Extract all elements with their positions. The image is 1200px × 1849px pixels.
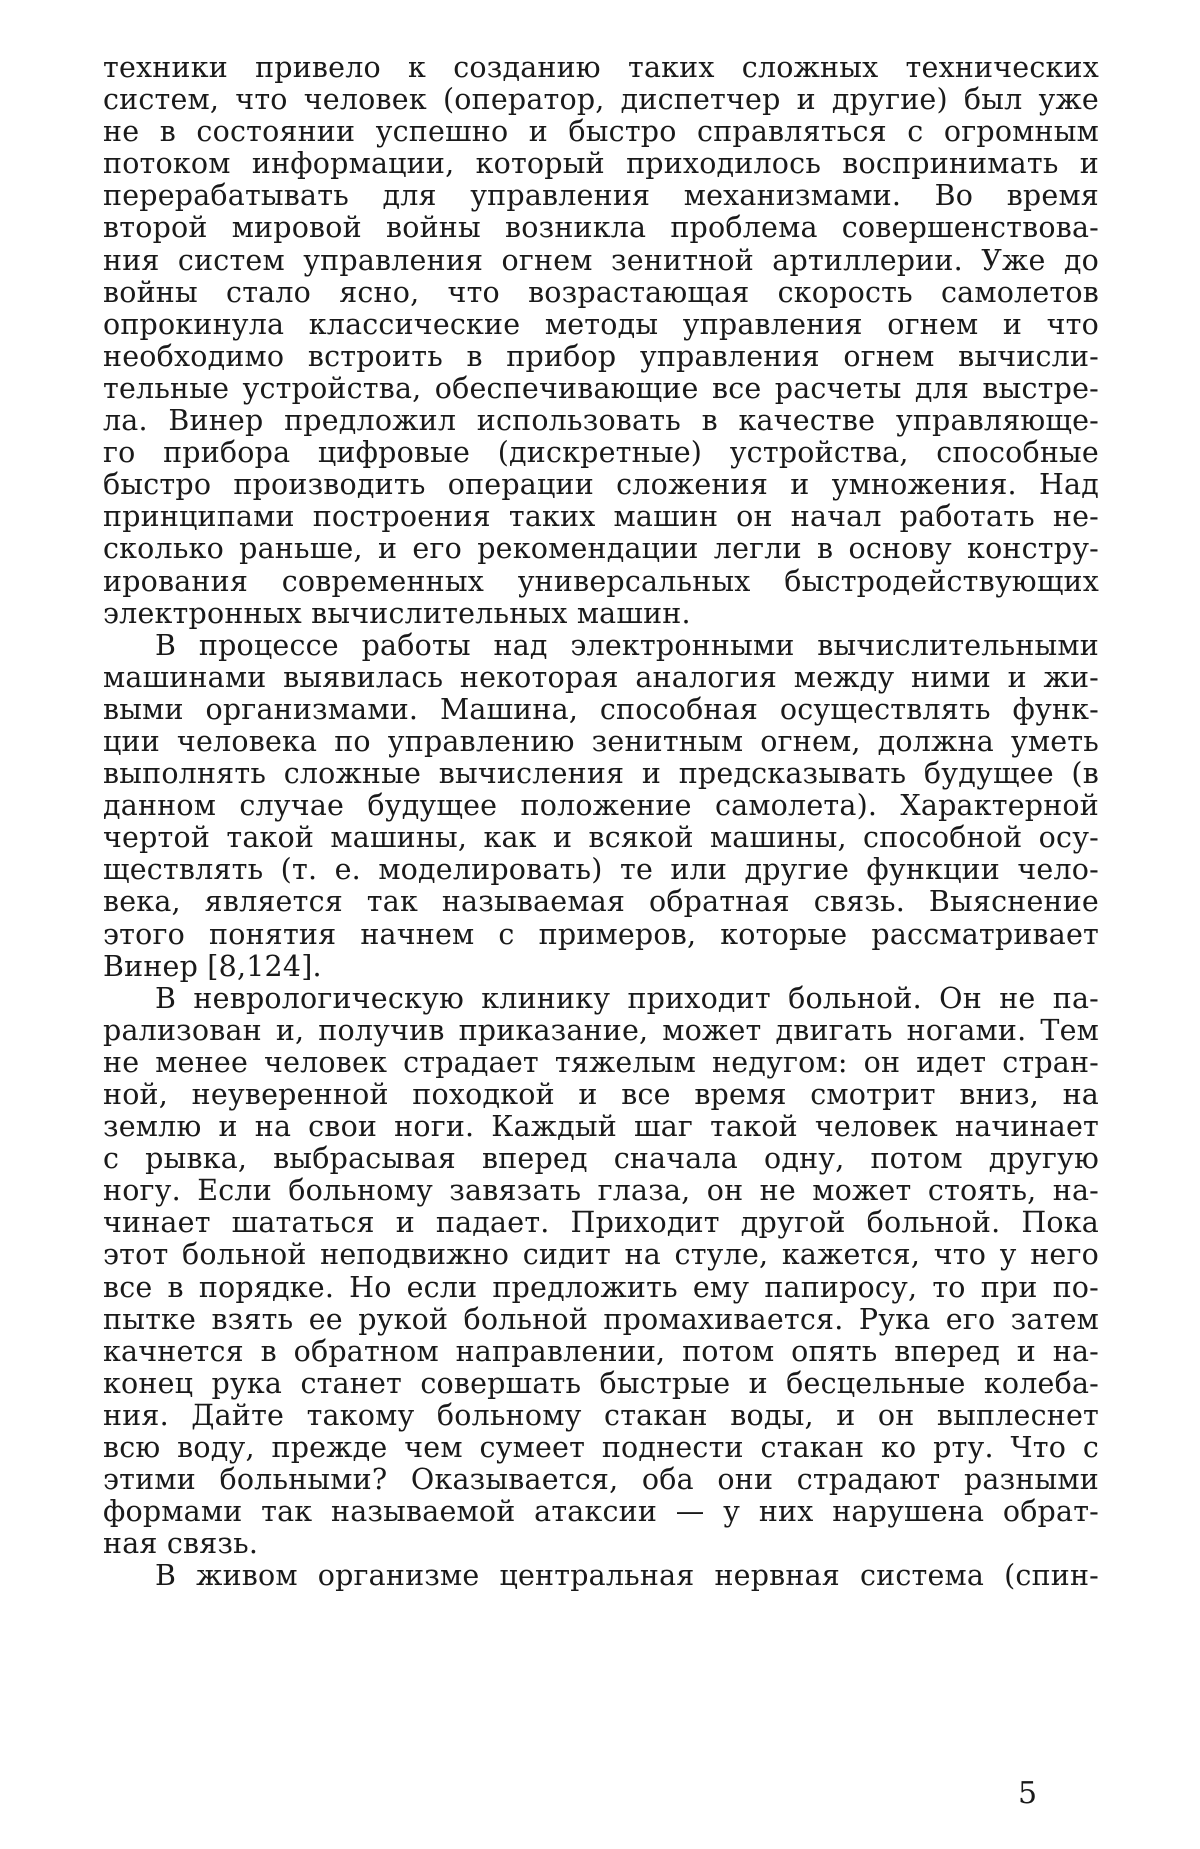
text-line: тельные устройства, обеспечивающие все расчеты для выстре- [103, 371, 1099, 405]
text-line: конец рука станет совершать быстрые и бесцельные колеба- [103, 1366, 1099, 1400]
text-line: выми организмами. Машина, способная осуществлять функ- [103, 692, 1099, 726]
text-line: чинает шататься и падает. Приходит другой больной. Пока [103, 1206, 1099, 1240]
text-line: ная связь. [103, 1527, 259, 1561]
text-line: ществлять (т. е. моделировать) те или другие функции чело- [103, 853, 1099, 887]
text-line: перерабатывать для управления механизмами. Во время [103, 179, 1099, 213]
text-line: данном случае будущее положение самолета). Характерной [103, 789, 1099, 823]
text-line: не в состоянии успешно и быстро справляться с огромным [103, 115, 1099, 149]
text-line: чертой такой машины, как и всякой машины, способной осу- [103, 821, 1099, 855]
text-line: всю воду, прежде чем сумеет поднести стакан ко рту. Что с [103, 1431, 1099, 1465]
text-line: электронных вычислительных машин. [103, 596, 691, 630]
text-line: ния систем управления огнем зенитной артиллерии. Уже до [103, 243, 1099, 277]
text-line: систем, что человек (оператор, диспетчер и другие) был уже [103, 83, 1099, 117]
text-line: В живом организме центральная нервная система (спин- [155, 1559, 1099, 1593]
text-line: быстро производить операции сложения и умножения. Над [103, 468, 1099, 502]
text-line: землю и на свои ноги. Каждый шаг такой человек начинает [103, 1110, 1099, 1144]
text-line: этого понятия начнем с примеров, которые рассматривает [103, 917, 1099, 951]
text-line: войны стало ясно, что возрастающая скорость самолетов [103, 275, 1099, 309]
text-line: не менее человек страдает тяжелым недугом: он идет стран- [103, 1045, 1099, 1079]
text-line: потоком информации, который приходилось воспринимать и [103, 147, 1099, 181]
text-line: машинами выявилась некоторая аналогия между ними и жи- [103, 660, 1099, 694]
text-line: формами так называемой атаксии — у них нарушена обрат- [103, 1495, 1099, 1529]
text-line: ногу. Если больному завязать глаза, он не может стоять, на- [103, 1174, 1099, 1208]
text-line: второй мировой войны возникла проблема совершенствова- [103, 211, 1099, 245]
text-line: века, является так называемая обратная связь. Выяснение [103, 885, 1099, 919]
text-line: рализован и, получив приказание, может двигать ногами. Тем [103, 1013, 1099, 1047]
text-line: ной, неуверенной походкой и все время смотрит вниз, на [103, 1078, 1099, 1111]
text-line: выполнять сложные вычисления и предсказывать будущее (в [103, 757, 1099, 791]
text-line: го прибора цифровые (дискретные) устройства, способные [103, 436, 1099, 470]
text-line: сколько раньше, и его рекомендации легли в основу констру- [103, 532, 1099, 566]
text-line: В неврологическую клинику приходит больной. Он не па- [155, 981, 1099, 1015]
text-line: этот больной неподвижно сидит на стуле, кажется, что у него [103, 1238, 1099, 1272]
text-line: ла. Винер предложил использовать в качестве управляюще- [103, 404, 1099, 438]
text-line: опрокинула классические методы управления огнем и что [103, 307, 1099, 341]
text-line: необходимо встроить в прибор управления огнем вычисли- [103, 339, 1099, 373]
text-line: ции человека по управлению зенитным огнем, должна уметь [103, 724, 1099, 758]
text-line: пытке взять ее рукой больной промахивается. Рука его затем [103, 1302, 1099, 1336]
text-line: В процессе работы над электронными вычислительными [155, 628, 1099, 662]
text-line: ния. Дайте такому больному стакан воды, и он выплеснет [103, 1398, 1099, 1432]
page-text [103, 52, 1099, 1593]
text-line: Винер [8,124]. [103, 949, 322, 983]
text-line: техники привело к созданию таких сложных технических [103, 51, 1099, 84]
text-line: качнется в обратном направлении, потом опять вперед и на- [103, 1334, 1099, 1368]
text-line: с рывка, выбрасывая вперед сначала одну, потом другую [103, 1142, 1099, 1176]
page-number: 5 [1018, 1776, 1038, 1811]
text-line: принципами построения таких машин он начал работать не- [103, 500, 1099, 534]
text-line: ирования современных универсальных быстродействующих [103, 564, 1099, 598]
text-line: все в порядке. Но если предложить ему папиросу, то при по- [103, 1270, 1099, 1304]
text-line: этими больными? Оказывается, оба они страдают разными [103, 1463, 1099, 1497]
